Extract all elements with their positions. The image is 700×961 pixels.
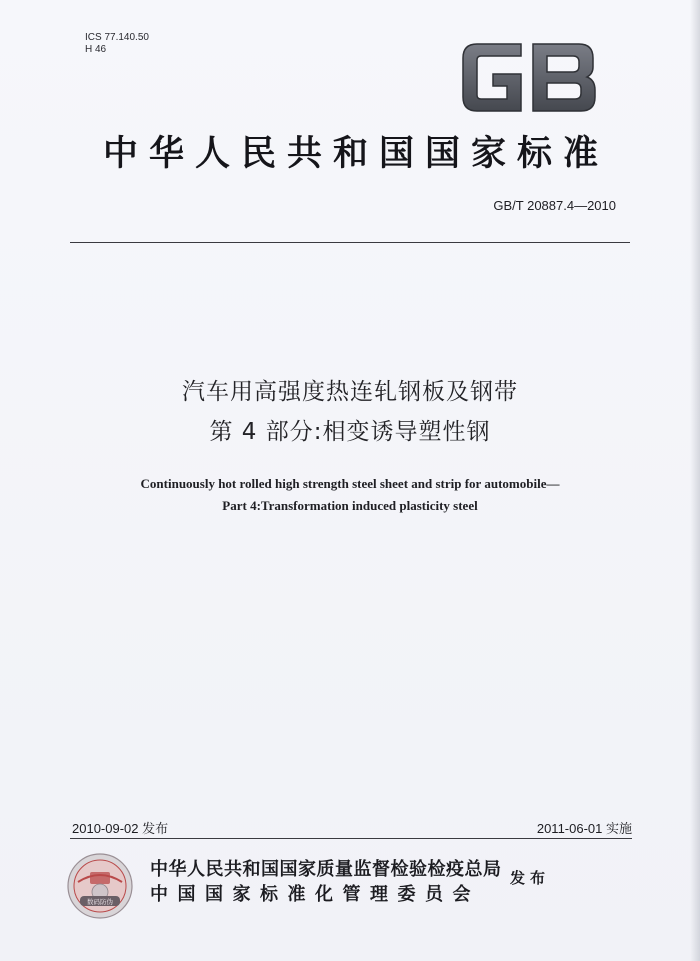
header-divider [70,242,630,243]
classification-codes [85,32,149,56]
publish-label: 发布 [510,869,551,887]
issuer-line-1: 中华人民共和国国家质量监督检验检疫总局 [150,859,502,880]
anti-counterfeit-seal-icon [66,852,134,920]
footer-divider [70,838,632,839]
issue-date: 2010-09-02 发布 [72,821,169,836]
standard-category-title: 中华人民共和国国家标准 [102,133,609,174]
standard-number: GB/T 20887.4—2010 [493,198,616,213]
chinese-title-line-2: 第 4 部分:相变诱导塑性钢 [209,419,491,445]
implementation-date: 2011-06-01 实施 [536,821,632,836]
english-title-line-2: Part 4:Transformation induced plasticity steel [222,498,478,513]
chinese-title-line-1: 汽车用高强度热连轧钢板及钢带 [182,379,518,405]
gb-logo-text: GB [529,114,531,115]
ccs-code: H 46 [85,44,107,55]
english-title-line-1: Continuously hot rolled high strength steel sheet and strip for automobile— [140,476,560,491]
issuer-line-2: 中国国家标准化管理委员会 [150,884,480,905]
seal-text: 数码防伪 [87,898,113,906]
gb-logo [459,40,599,115]
paper-edge-shadow [690,0,700,961]
ics-code: ICS 77.140.50 [85,32,149,43]
